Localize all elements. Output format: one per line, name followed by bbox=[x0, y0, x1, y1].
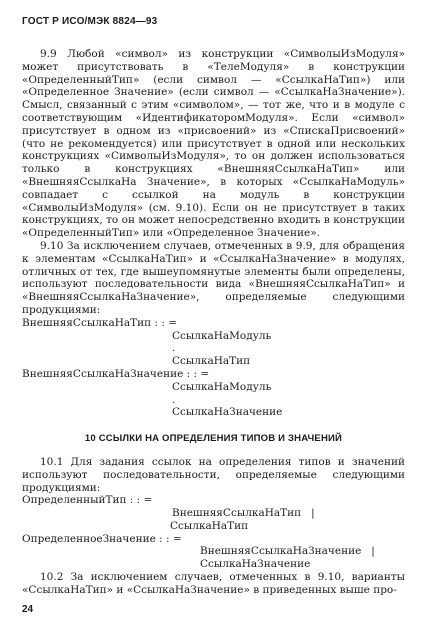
production-rhs: СсылкаНаМодуль bbox=[172, 380, 272, 393]
production-lhs: ОпределенноеЗначение : : = bbox=[22, 532, 182, 545]
production-rhs: СсылкаНаТип bbox=[172, 355, 251, 368]
production-rhs: СсылкаНаЗначение bbox=[172, 406, 283, 419]
production-external-refs bbox=[22, 317, 405, 419]
paragraph-9-9: 9.9 Любой «символ» из конструкции «СимволыИзМодуля» может присутствовать в «ТелеМодуля» в конструкции «ОпределенныйТип» (если символ — «СсылкаНаТип») или «Определенное Значение» (если символ — «СсылкаНаЗначение»). Смысл, связанный с этим «символом», — тот же, что и в модуле с соответствующим «ИдентификаторомМодуля». Если «символ» присутствует в одном из «присвоений» из «СпискаПрисвоений» (что не рекомендуется) или присутствует в одной или нескольких конструкциях «СимволыИзМодуля», то он должен использоваться только в конструкциях «ВнешняяСсылкаНаТип» или «ВнешняяСсылкаНа Значение», в которых «СсылкаНаМодуль» совпадает с ссылкой на модуль в конструкции «СимволыИзМодуля» (см. 9.10). Если он не присутствует в таких конструкциях, то он может непосредственно входить в конструкции «ОпределенныйТип» или «Определенное Значение». bbox=[22, 48, 405, 240]
page-number: 24 bbox=[22, 604, 34, 615]
production-lhs: ОпределенныйТип : : = bbox=[22, 494, 153, 507]
production-bar: | bbox=[371, 545, 375, 558]
production-lhs: ВнешняяСсылкаНаЗначение : : = bbox=[22, 367, 210, 380]
paragraph-9-10: 9.10 За исключением случаев, отмеченных в 9.9, для обращения к элементам «СсылкаНаТип» и «СсылкаНаЗначение» в модулях, отличных от тех, где вышеупомянутые элементы были определены, используют последовательности вида «ВнешняяСсылкаНаТип» и «ВнешняяСсылкаНаЗначение», определяемые следующими продукциями: bbox=[22, 239, 405, 316]
page-header: ГОСТ Р ИСО/МЭК 8824—93 bbox=[22, 16, 158, 27]
production-rhs-line bbox=[22, 545, 405, 558]
paragraph-10-1: 10.1 Для задания ссылок на определения типов и значений используют последовательности, определяемые следующими продукциями: bbox=[22, 455, 405, 494]
production-rhs: СсылкаНаТип bbox=[170, 519, 249, 532]
production-dot: . bbox=[172, 393, 176, 406]
section-title: 10 ССЫЛКИ НА ОПРЕДЕЛЕНИЯ ТИПОВ И ЗНАЧЕНИЙ bbox=[84, 433, 343, 445]
production-rhs-line bbox=[22, 507, 405, 520]
production-rhs: ВнешняяСсылкаНаТип bbox=[172, 507, 302, 520]
production-dot: . bbox=[172, 342, 176, 355]
production-defined bbox=[22, 494, 405, 571]
paragraph-10-2: 10.2 За исключением случаев, отмеченных в 9.10, варианты «СсылкаНаТип» и «СсылкаНаЗначение» в приведенных выше про- bbox=[22, 571, 405, 596]
production-lhs: ВнешняяСсылкаНаТип : : = bbox=[22, 316, 178, 329]
production-rhs: ВнешняяСсылкаНаЗначение bbox=[200, 545, 362, 558]
production-rhs: СсылкаНаЗначение bbox=[200, 558, 311, 571]
document-body bbox=[22, 48, 405, 597]
production-rhs: СсылкаНаМодуль bbox=[172, 329, 272, 342]
production-bar: | bbox=[311, 507, 315, 520]
